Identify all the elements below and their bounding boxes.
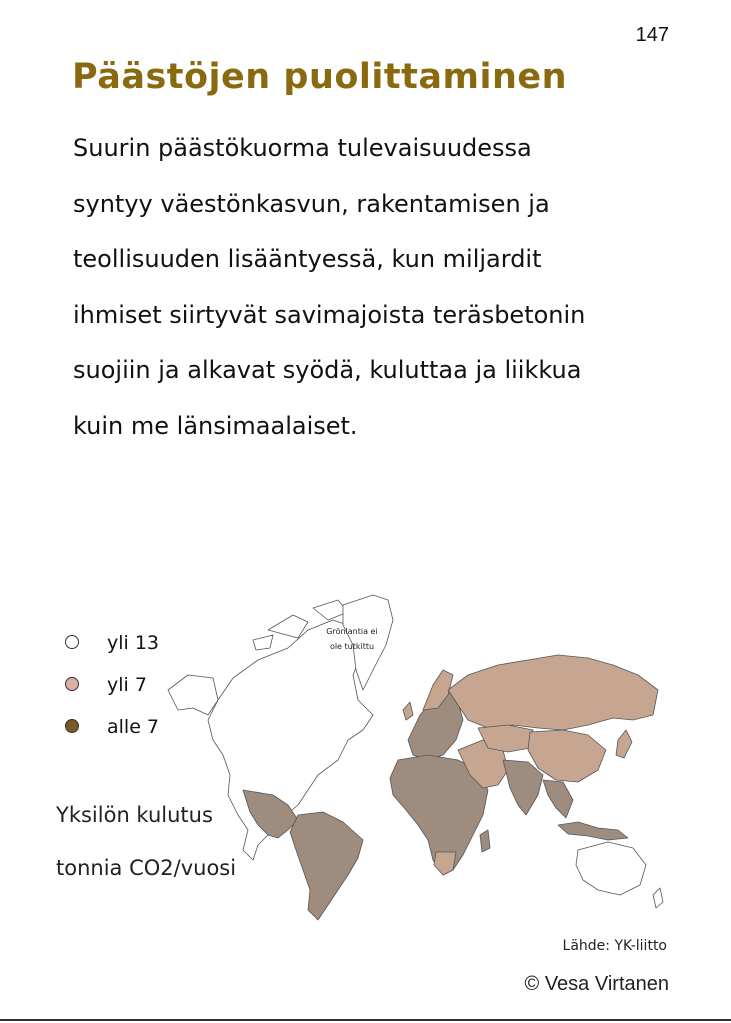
southeast-asia-region bbox=[543, 780, 573, 818]
legend-label: yli 13 bbox=[107, 632, 160, 654]
australia-region bbox=[576, 842, 646, 895]
caption-line: Yksilön kulutus bbox=[56, 803, 213, 827]
south-america-region bbox=[290, 812, 363, 920]
note-line: Grönlantia ei bbox=[326, 627, 378, 636]
bottom-divider bbox=[0, 1019, 731, 1021]
legend-swatch-mid bbox=[65, 677, 79, 691]
new-zealand-region bbox=[653, 888, 663, 908]
russia-region bbox=[448, 655, 658, 730]
south-africa-region bbox=[434, 852, 456, 875]
uk-region bbox=[403, 702, 413, 720]
madagascar-region bbox=[480, 830, 490, 852]
page-title: Päästöjen puolittaminen bbox=[72, 57, 568, 97]
copyright-notice: © Vesa Virtanen bbox=[524, 973, 669, 995]
caption-line: tonnia CO2/vuosi bbox=[56, 856, 237, 880]
body-line: ihmiset siirtyvät savimajoista teräsbetonin bbox=[73, 300, 586, 329]
alaska-region bbox=[168, 675, 218, 715]
legend-label: alle 7 bbox=[107, 716, 160, 738]
body-line: kuin me länsimaalaiset. bbox=[73, 411, 358, 440]
legend-label: yli 7 bbox=[107, 674, 147, 696]
greenland-note bbox=[314, 624, 390, 654]
map-caption bbox=[56, 800, 236, 906]
body-line: suojiin ja alkavat syödä, kuluttaa ja liikkua bbox=[73, 356, 582, 385]
indonesia-region bbox=[558, 822, 628, 840]
legend-swatch-low bbox=[65, 719, 79, 733]
japan-region bbox=[616, 730, 632, 758]
body-line: teollisuuden lisääntyessä, kun miljardit bbox=[73, 245, 542, 274]
legend-swatch-high bbox=[65, 635, 79, 649]
body-line: Suurin päästökuorma tulevaisuudessa bbox=[73, 134, 532, 162]
body-line: syntyy väestönkasvun, rakentamisen ja bbox=[73, 189, 550, 218]
note-line: ole tutkittu bbox=[329, 642, 375, 651]
india-region bbox=[503, 760, 543, 815]
page-number: 147 bbox=[635, 24, 669, 46]
source-credit: Lähde: YK-liitto bbox=[562, 938, 667, 954]
body-text bbox=[73, 130, 673, 464]
